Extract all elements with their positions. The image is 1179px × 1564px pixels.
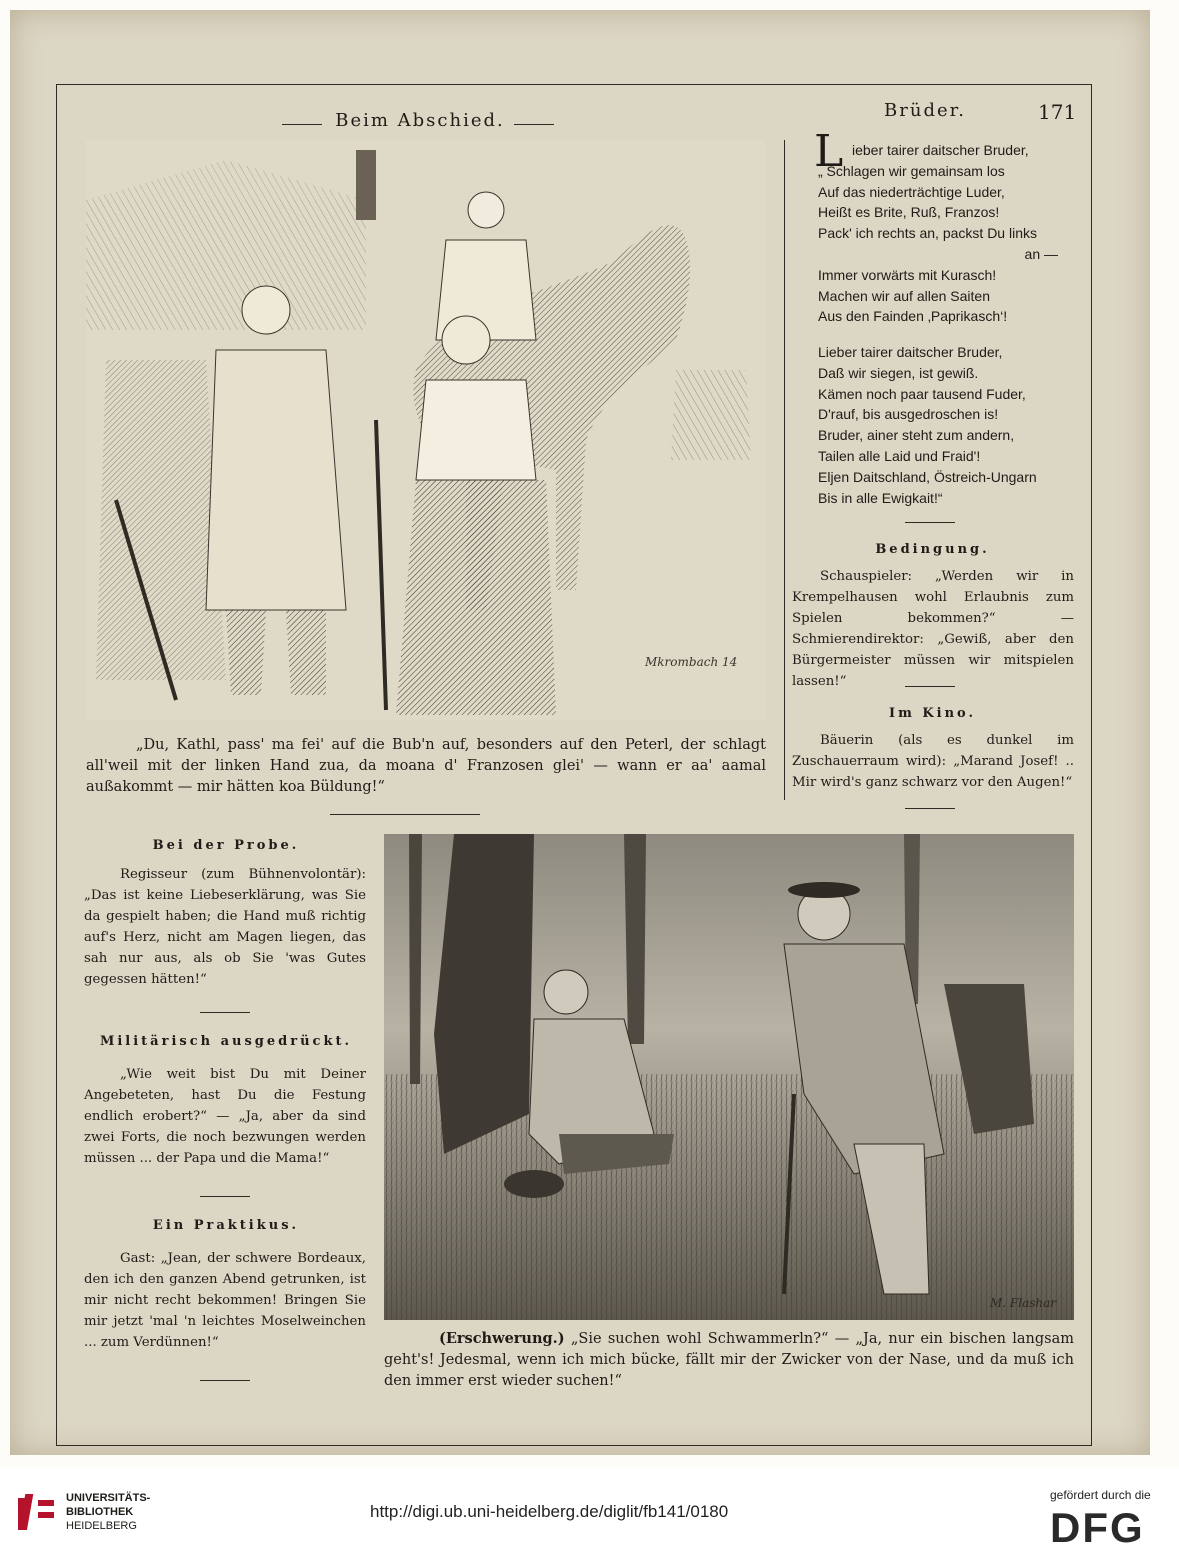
signature-top: Mkrombach 14 — [645, 655, 738, 669]
signature-bottom: M. Flashar — [990, 1296, 1057, 1310]
caption-erschwerung-text: „Sie suchen wohl Schwammerln?“ — „Ja, nur ein bischen langsam geht's! Jedesmal, wenn ich mich bücke, fällt mir der Zwicker von der Nase, und da muß ich den immer erst wieder suchen!“ — [384, 1331, 1074, 1389]
heading-ornament-right — [514, 124, 554, 125]
poem-line: Tailen alle Laid und Fraid'! — [818, 447, 981, 464]
column-rule — [784, 140, 785, 800]
library-name-3: HEIDELBERG — [66, 1520, 137, 1532]
poem-line: „ Schlagen wir gemainsam los — [818, 162, 1005, 179]
poem-line: Machen wir auf allen Saiten — [818, 287, 990, 304]
poem-stanza-2 — [818, 342, 1068, 508]
title-probe: Bei der Probe. — [152, 838, 300, 853]
text-bedingung: Schauspieler: „Werden wir in Krempelhausen wohl Erlaubnis zum Spielen bekommen?“ — Schmierendirektor: „Gewiß, aber den Bürgermeister müssen wir mitspielen lassen!“ — [792, 569, 1074, 689]
poem-line: ieber tairer daitscher Bruder, — [852, 142, 1029, 158]
source-url[interactable]: http://digi.ub.uni-heidelberg.de/diglit/fb141/0180 — [370, 1502, 729, 1521]
library-name-2: BIBLIOTHEK — [66, 1506, 134, 1518]
poem-line: Kämen noch paar tausend Fuder, — [818, 385, 1026, 402]
poem-line: Aus den Fainden ‚Paprikasch‘! — [818, 308, 1008, 325]
poem-line: Pack' ich rechts an, packst Du links — [818, 225, 1037, 242]
poem-line: Immer vorwärts mit Kurasch! — [818, 266, 997, 283]
illustration-mushrooms — [384, 834, 1074, 1320]
text-kino: Bäuerin (als es dunkel im Zuschauerraum wird): „Marand Josef! .. Mir wird's ganz schwarz vor den Augen!“ — [792, 733, 1074, 790]
illustration-farewell — [86, 140, 766, 720]
poem-line: Heißt es Brite, Ruß, Franzos! — [818, 204, 1000, 221]
text-militaerisch: „Wie weit bist Du mit Deiner Angebeteten, hast Du die Festung endlich erobert?“ — „Ja, aber da sind zwei Forts, die noch bezwungen werden müssen ... der Papa und die Mama!“ — [84, 1067, 366, 1166]
divider-4 — [200, 1012, 250, 1013]
title-bedingung: Bedingung. — [875, 542, 990, 557]
right-heading: Brüder. — [884, 100, 966, 121]
farewell-drawing — [86, 140, 766, 720]
dfg-logo: DFG — [1050, 1504, 1145, 1551]
poem-stanza-1 — [818, 140, 1068, 327]
caption-rule — [330, 814, 480, 815]
divider-1 — [905, 522, 955, 523]
caption-erschwerung — [384, 1328, 1074, 1392]
title-militaerisch: Militärisch ausgedrückt. — [99, 1034, 353, 1049]
divider-5 — [200, 1196, 250, 1197]
title-kino: Im Kino. — [888, 706, 977, 721]
poem-line: Auf das niederträchtige Luder, — [818, 183, 1005, 200]
poem-line: Lieber tairer daitscher Bruder, — [818, 344, 1003, 360]
caption-farewell: „Du, Kathl, pass' ma fei' auf die Bub'n auf, besonders auf den Peterl, der schlagt all'weil mit der linken Hand zua, da moana d' Franzosen glei' — wann er aa' aamal außakommt — mir hätten koa Büldung!“ — [86, 737, 766, 795]
text-praktikus: Gast: „Jean, der schwere Bordeaux, den ich den ganzen Abend getrunken, ist mir nicht recht bekommen! Bringen Sie mir jetzt 'mal 'n leichtes Moselweinchen ... zum Verdünnen!“ — [84, 1251, 366, 1350]
page-number: 171 — [1038, 100, 1077, 124]
text-probe: Regisseur (zum Bühnenvolontär): „Das ist keine Liebeserklärung, was Sie da gespielt haben; die Hand muß richtig auf's Herz, nicht am Magen liegen, das sah nur aus, als ob Sie 'was Gutes gegessen hätten!“ — [84, 867, 366, 987]
divider-2 — [905, 686, 955, 687]
poem-line: an — — [1024, 245, 1058, 262]
title-praktikus: Ein Praktikus. — [152, 1218, 300, 1233]
divider-6 — [200, 1380, 250, 1381]
funded-by: gefördert durch die — [1050, 1488, 1151, 1502]
poem-line: Eljen Daitschland, Östreich-Ungarn — [818, 468, 1037, 485]
caption-erschwerung-title: (Erschwerung.) — [439, 1330, 565, 1347]
left-heading: Beim Abschied. — [335, 110, 505, 131]
drop-cap: L — [814, 126, 844, 177]
poem-line: Daß wir siegen, ist gewiß. — [818, 364, 979, 381]
heading-ornament-left — [282, 124, 322, 125]
poem-line: Bis in alle Ewigkait!“ — [818, 489, 943, 506]
footer — [0, 1468, 1179, 1564]
poem-line: Bruder, ainer steht zum andern, — [818, 427, 1015, 444]
poem-line: D'rauf, bis ausgedroschen is! — [818, 406, 999, 423]
library-logo-icon — [14, 1490, 62, 1538]
forest-drawing — [384, 834, 1074, 1320]
divider-3 — [905, 808, 955, 809]
library-name-1: UNIVERSITÄTS- — [66, 1492, 151, 1504]
